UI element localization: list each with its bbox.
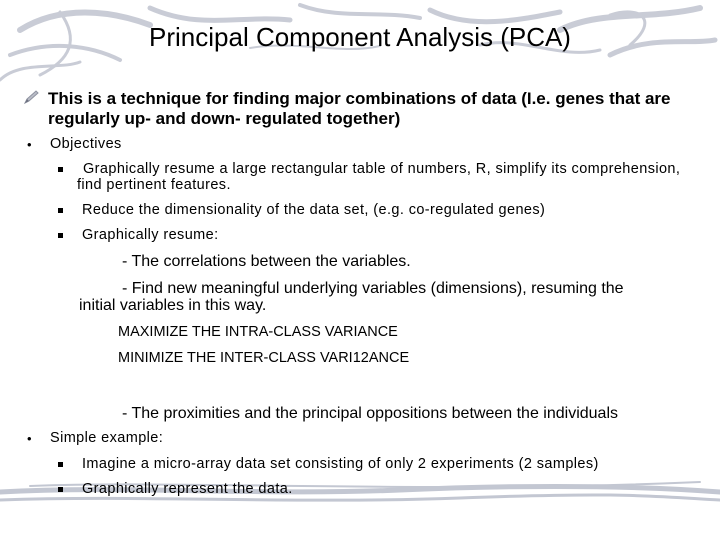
objective-item-1-line2: find pertinent features. [77, 177, 231, 193]
minimize-line: MINIMIZE THE INTER-CLASS VARI12ANCE [118, 350, 410, 366]
square-bullet-icon [58, 233, 63, 238]
resume-find-new-line2: initial variables in this way. [79, 297, 267, 314]
resume-proximities: - The proximities and the principal oppositions between the individuals [122, 405, 618, 422]
round-bullet-icon: • [27, 137, 32, 152]
objective-item-3: Graphically resume: [82, 227, 219, 243]
objective-item-1-line1: Graphically resume a large rectangular table of numbers, R, simplify its comprehension, [83, 161, 681, 177]
example-item-1: Imagine a micro-array data set consisting of only 2 experiments (2 samples) [82, 456, 599, 472]
intro-text-line1: This is a technique for finding major combinations of data (I.e. genes that are [48, 89, 671, 108]
square-bullet-icon [58, 487, 63, 492]
square-bullet-icon [58, 167, 63, 172]
maximize-line: MAXIMIZE THE INTRA-CLASS VARIANCE [118, 324, 398, 340]
objective-item-2: Reduce the dimensionality of the data set, (e.g. co-regulated genes) [82, 202, 546, 218]
pencil-bullet-icon [22, 88, 40, 106]
resume-find-new-line1: - Find new meaningful underlying variables (dimensions), resuming the [122, 280, 624, 297]
example-item-2: Graphically represent the data. [82, 481, 293, 497]
resume-correlations: - The correlations between the variables. [122, 253, 411, 270]
round-bullet-icon: • [27, 431, 32, 446]
square-bullet-icon [58, 462, 63, 467]
intro-text-line2: regularly up- and down- regulated together) [48, 109, 401, 128]
slide-title: Principal Component Analysis (PCA) [149, 22, 571, 52]
example-heading: Simple example: [50, 430, 164, 446]
square-bullet-icon [58, 208, 63, 213]
objectives-heading: Objectives [50, 136, 122, 152]
